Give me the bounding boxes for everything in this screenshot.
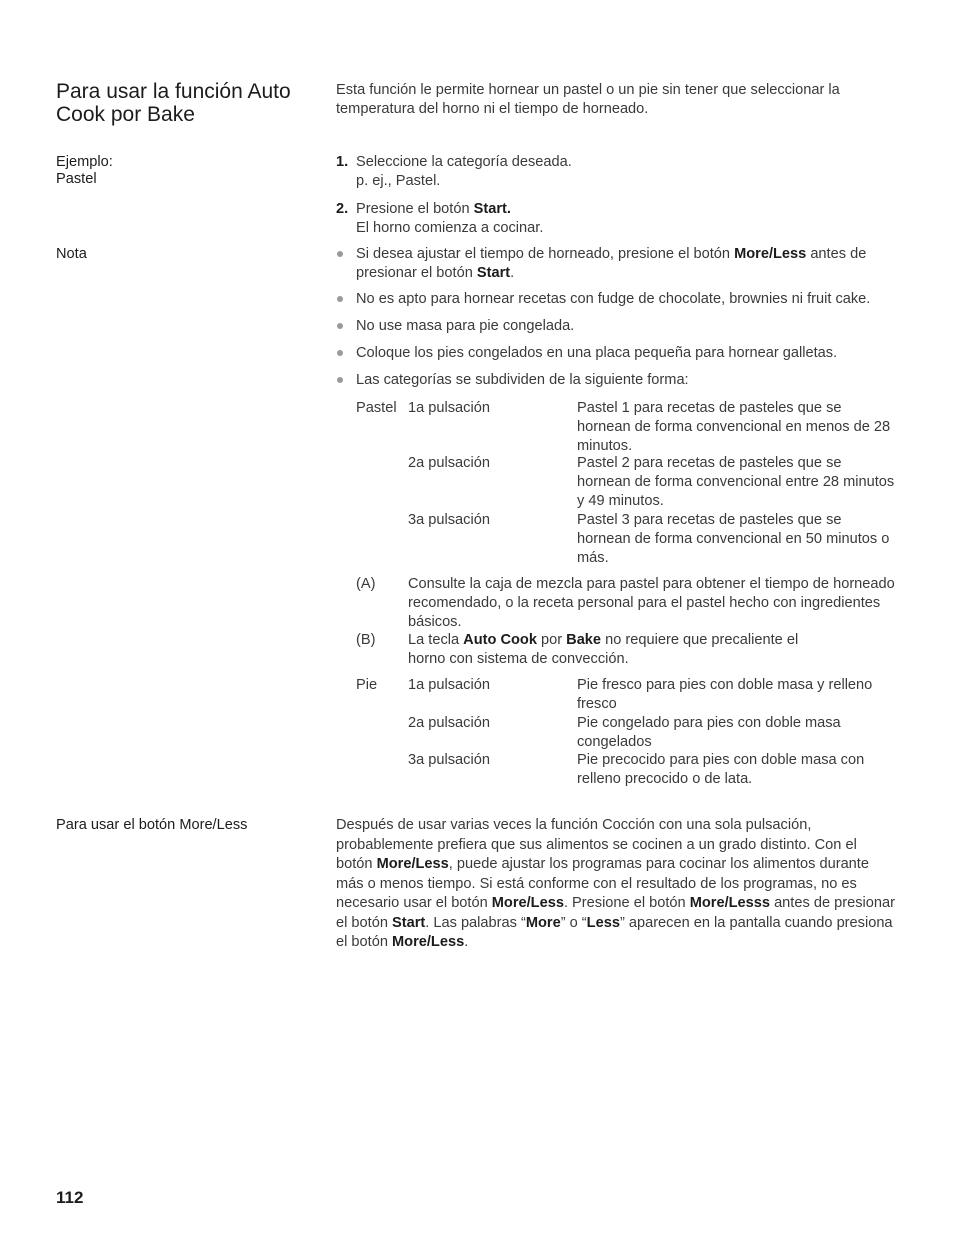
bullet-icon [337, 371, 345, 379]
pie-press-1: 1a pulsación [408, 677, 490, 693]
pie-desc-1: Pie fresco para pies con doble masa y relleno fresco [577, 677, 873, 712]
page-title: Para usar la función Auto Cook por Bake [56, 80, 291, 126]
pastel-desc-1: Pastel 1 para recetas de pasteles que se hornean de forma convencional en menos de 28 minutos. [577, 400, 891, 454]
bullet-icon [337, 344, 345, 352]
bullet-icon [337, 245, 345, 253]
more-less-label: Para usar el botón More/Less [56, 817, 248, 833]
pastel-press-2: 2a pulsación [408, 455, 490, 471]
pastel-press-1: 1a pulsación [408, 400, 490, 416]
note-b-text: La tecla Auto Cook por Bake no requiere que precaliente el horno con sistema de convección. [408, 632, 799, 667]
bullet-icon [337, 290, 345, 298]
pie-desc-3: Pie precocido para pies con doble masa con relleno precocido o de lata. [577, 752, 865, 787]
note-b-label: (B) [356, 632, 376, 648]
pastel-desc-3: Pastel 3 para recetas de pasteles que se hornean de forma convencional en 50 minutos o más. [577, 512, 890, 566]
pastel-category: Pastel [356, 400, 397, 416]
pie-desc-2: Pie congelado para pies con doble masa congelados [577, 715, 841, 750]
page-number: 112 [56, 1188, 84, 1207]
example-value: Pastel [56, 171, 97, 187]
step-1 [356, 153, 896, 191]
more-less-paragraph: Después de usar varias veces la función Cocción con una sola pulsación, probablemente prefiera que sus alimentos se cocinen a un grado distinto. Con el botón More/Less, puede ajustar los programas para cocinar los alimentos durante más o menos tiempo. Si está conforme con el resultado de los programas, no es necesario usar el botón More/Less. Presione el botón More/Lesss antes de presionar el botón Start. Las palabras “More” o “Less” aparecen en la pantalla cuando presiona el botón More/Less. [336, 817, 895, 950]
pie-press-3: 3a pulsación [408, 752, 490, 768]
step-2-sub: El horno comienza a cocinar. [356, 220, 544, 236]
nota-label: Nota [56, 246, 87, 262]
step-1-text: Seleccione la categoría deseada. [356, 154, 572, 170]
note-1: Si desea ajustar el tiempo de horneado, presione el botón More/Less antes de presionar el botón Start. [356, 246, 867, 281]
bullet-icon [337, 317, 345, 325]
pastel-press-3: 3a pulsación [408, 512, 490, 528]
example-label: Ejemplo: [56, 154, 113, 170]
example-block [56, 154, 316, 188]
step-2 [356, 200, 896, 238]
note-a-text: Consulte la caja de mezcla para pastel para obtener el tiempo de horneado recomendado, o la receta personal para el pastel hecho con ingredientes básicos. [408, 576, 895, 630]
note-5: Las categorías se subdividen de la siguiente forma: [356, 372, 689, 388]
intro-paragraph: Esta función le permite hornear un pastel o un pie sin tener que seleccionar la temperatura del horno ni el tiempo de horneado. [336, 82, 840, 117]
note-2: No es apto para hornear recetas con fudge de chocolate, brownies ni fruit cake. [356, 291, 871, 307]
note-3: No use masa para pie congelada. [356, 318, 575, 334]
pie-category: Pie [356, 677, 378, 693]
step-1-number: 1. [336, 154, 349, 170]
step-1-sub: p. ej., Pastel. [356, 173, 441, 189]
start-keyword: Start. [473, 201, 511, 217]
note-4: Coloque los pies congelados en una placa pequeña para hornear galletas. [356, 345, 838, 361]
pastel-desc-2: Pastel 2 para recetas de pasteles que se hornean de forma convencional entre 28 minutos y 49 minutos. [577, 455, 895, 509]
pie-press-2: 2a pulsación [408, 715, 490, 731]
note-a-label: (A) [356, 576, 376, 592]
step-2-number: 2. [336, 201, 349, 217]
step-2-text: Presione el botón Start. [356, 201, 511, 217]
